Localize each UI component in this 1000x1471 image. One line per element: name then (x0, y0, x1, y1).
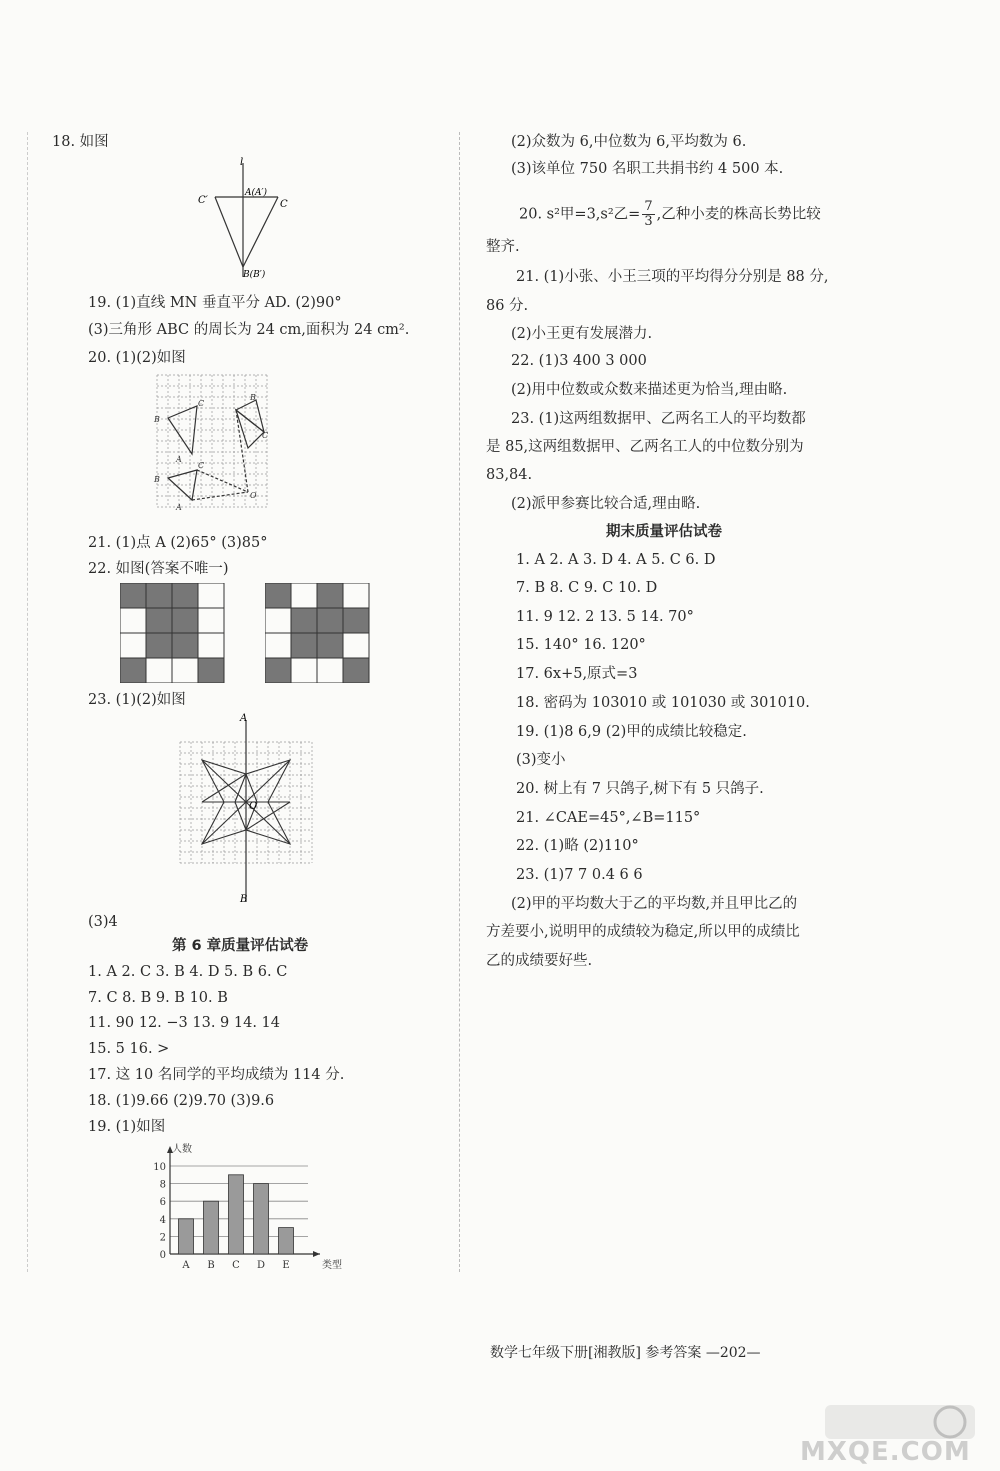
point-c: C (280, 199, 288, 210)
left-margin-rule (27, 132, 28, 1272)
y-axis-label: 人数 (172, 1144, 192, 1155)
q19-line2: (3)三角形 ABC 的周长为 24 cm,面积为 24 cm². (88, 322, 410, 338)
q20-grid-figure (152, 370, 274, 520)
bar-D (254, 1184, 269, 1254)
svg-text:B: B (250, 393, 256, 402)
right-q22-line-2: (2)用中位数或众数来描述更为恰当,理由略. (511, 382, 788, 398)
right-q23-line-4: (2)派甲参赛比较合适,理由略. (511, 496, 701, 512)
y-tick-label: 4 (159, 1214, 166, 1226)
final-line-6: 18. 密码为 103010 或 101030 或 301010. (516, 695, 810, 711)
page-footer: 数学七年级下册[湘教版] 参考答案 —202— (490, 1345, 761, 1361)
ch6-line-1: 1. A 2. C 3. B 4. D 5. B 6. C (88, 964, 288, 980)
q23-label: 23. (1)(2)如图 (88, 692, 186, 708)
final-line-10: 21. ∠CAE=45°,∠B=115° (516, 810, 701, 826)
right-line-1: (2)众数为 6,中位数为 6,平均数为 6. (511, 134, 747, 150)
ch6-line-7: 19. (1)如图 (88, 1119, 166, 1135)
bar-A (179, 1219, 194, 1254)
final-line-8: (3)变小 (516, 752, 566, 768)
x-tick-label: B (207, 1260, 215, 1270)
star-shape (202, 760, 290, 844)
q21-line: 21. (1)点 A (2)65° (3)85° (88, 535, 268, 551)
svg-text:B: B (154, 415, 160, 424)
final-line-4: 15. 140° 16. 120° (516, 637, 646, 653)
axis-label-a: A (240, 713, 248, 724)
q18-triangle-figure (190, 155, 300, 280)
bar-E (279, 1228, 294, 1254)
svg-text:A: A (176, 503, 182, 512)
final-line-11: 22. (1)略 (2)110° (516, 838, 639, 854)
right-line-2: (3)该单位 750 名职工共捐书约 4 500 本. (511, 161, 784, 177)
right-q21-line-3: (2)小王更有发展潜力. (511, 326, 653, 342)
q20-variance-prefix: 20. s²甲=3,s²乙= (519, 206, 641, 223)
bar-chart (140, 1138, 360, 1270)
final-line-9: 20. 树上有 7 只鸽子,树下有 5 只鸽子. (516, 781, 764, 797)
y-tick-label: 8 (159, 1179, 166, 1191)
y-tick-label: 0 (159, 1250, 166, 1261)
svg-text:C: C (262, 431, 269, 440)
x-tick-label: C (232, 1260, 240, 1270)
right-q23-line-3: 83,84. (486, 467, 533, 483)
right-q22-line-1: 22. (1)3 400 3 000 (511, 353, 647, 369)
watermark-text: MXQE.COM (800, 1437, 971, 1467)
ch6-line-5: 17. 这 10 名同学的平均成绩为 114 分. (88, 1067, 345, 1083)
point-a: A(A′) (245, 188, 268, 198)
svg-text:A: A (176, 455, 182, 464)
y-tick-label: 6 (159, 1197, 166, 1209)
point-c-prime: C′ (198, 195, 208, 206)
ch6-line-4: 15. 5 16. > (88, 1041, 170, 1057)
svg-text:B: B (154, 475, 160, 484)
q23-part3: (3)4 (88, 914, 118, 930)
final-exam-heading: 期末质量评估试卷 (606, 524, 722, 540)
q20-variance-line (519, 200, 821, 229)
q20-label: 20. (1)(2)如图 (88, 350, 186, 366)
final-line-1: 1. A 2. A 3. D 4. A 5. C 6. D (516, 552, 716, 568)
q22-pattern-a (120, 583, 230, 683)
x-tick-label: A (182, 1260, 190, 1270)
chapter6-heading: 第 6 章质量评估试卷 (172, 938, 309, 954)
q18-label: 18. 如图 (52, 134, 109, 150)
q19-line1: 19. (1)直线 MN 垂直平分 AD. (2)90° (88, 295, 342, 311)
bar-C (229, 1175, 244, 1254)
final-line-2: 7. B 8. C 9. C 10. D (516, 580, 658, 596)
final-line-14: 方差要小,说明甲的成绩较为稳定,所以甲的成绩比 (486, 924, 800, 940)
fraction-7-3 (642, 200, 654, 229)
y-tick-label: 10 (153, 1162, 166, 1173)
svg-text:O: O (250, 491, 257, 500)
grid-point-labels (153, 393, 268, 512)
x-axis-arrow (313, 1251, 320, 1257)
final-line-12: 23. (1)7 7 0.4 6 6 (516, 867, 643, 883)
ch6-line-6: 18. (1)9.66 (2)9.70 (3)9.6 (88, 1093, 275, 1109)
svg-text:C: C (198, 461, 205, 470)
point-b: B(B′) (243, 270, 266, 280)
y-tick-label: 2 (159, 1232, 166, 1244)
final-line-7: 19. (1)8 6,9 (2)甲的成绩比较稳定. (516, 724, 747, 740)
x-tick-label: D (256, 1260, 266, 1270)
right-q23-line-2: 是 85,这两组数据甲、乙两名工人的中位数分别为 (486, 439, 804, 455)
q20-variance-suffix: ,乙种小麦的株高长势比较 (656, 206, 821, 223)
right-q23-line-1: 23. (1)这两组数据甲、乙两名工人的平均数都 (511, 411, 806, 427)
ch6-line-3: 11. 90 12. −3 13. 9 14. 14 (88, 1015, 281, 1031)
ch6-line-2: 7. C 8. B 9. B 10. B (88, 990, 228, 1006)
final-line-3: 11. 9 12. 2 13. 5 14. 70° (516, 609, 694, 625)
q23-star-figure (172, 712, 320, 904)
x-tick-label: E (282, 1260, 290, 1270)
final-line-5: 17. 6x+5,原式=3 (516, 666, 638, 682)
x-axis-label: 类型 (322, 1260, 342, 1270)
axis-label-b: B (240, 894, 248, 904)
q22-label: 22. 如图(答案不唯一) (88, 561, 229, 577)
right-q21-line-1: 21. (1)小张、小王三项的平均得分分别是 88 分, (516, 269, 829, 285)
bar-B (204, 1201, 219, 1254)
right-q21-line-2: 86 分. (486, 298, 529, 314)
svg-text:C: C (198, 399, 205, 408)
fraction-numerator: 7 (644, 199, 653, 214)
final-line-15: 乙的成绩要好些. (486, 953, 593, 969)
q20-continuation: 整齐. (486, 239, 520, 255)
column-divider (459, 132, 460, 1272)
q22-pattern-b (265, 583, 375, 683)
fraction-denominator: 3 (644, 214, 653, 229)
center-label-o: O (249, 801, 258, 812)
line-l-label: l (240, 157, 244, 168)
final-line-13: (2)甲的平均数大于乙的平均数,并且甲比乙的 (511, 896, 798, 912)
